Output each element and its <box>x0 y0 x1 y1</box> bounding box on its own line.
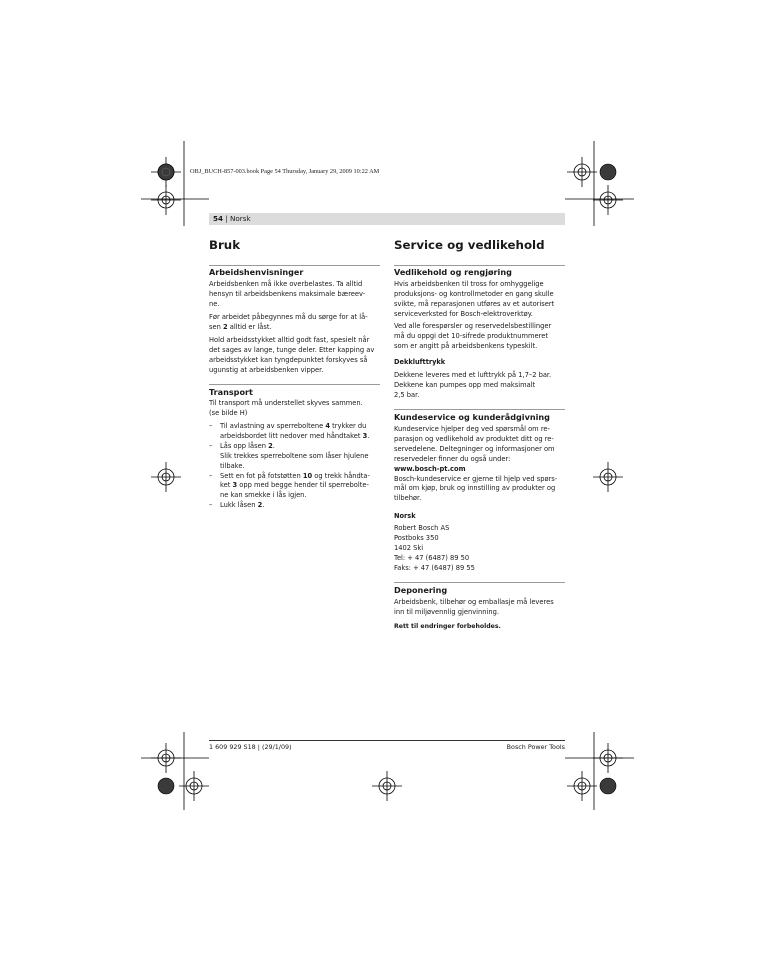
section-heading: Transport <box>209 387 253 397</box>
legal-note: Rett til endringer forbeholdes. <box>394 623 501 630</box>
text-line: Til transport må understellet skyves sammen. <box>209 399 363 407</box>
text-run: alltid er låst. <box>227 322 272 331</box>
text-run: opp med begge hender til sperrebolte- <box>237 481 369 490</box>
print-header: OBJ_BUCH-857-003.book Page 54 Thursday, January 29, 2009 10:22 AM <box>190 168 380 175</box>
text-line: Bosch-kundeservice er gjerne til hjelp ved spørs- <box>394 474 558 483</box>
subheading: Norsk <box>394 512 416 520</box>
text-line: Hold arbeidsstykket alltid godt fast, spesielt når <box>209 336 370 344</box>
paragraph <box>394 598 572 618</box>
text-run: 2 <box>222 322 228 331</box>
paragraph <box>394 322 572 352</box>
registration-mark-icon <box>150 184 182 216</box>
section-heading: Arbeidshenvisninger <box>209 267 304 277</box>
text-line: hensyn til arbeidsbenkens maksimale bæreev- <box>209 289 366 298</box>
text-line: Kundeservice hjelper deg ved spørsmål om re- <box>394 425 550 433</box>
text-line: ne. <box>209 299 220 308</box>
text-line: Dekkene leveres med et lufttrykk på 1,7–2 bar. <box>394 371 552 379</box>
section-divider <box>209 265 380 266</box>
text-line: svikte, må reparasjonen utføres av et autorisert <box>394 299 555 308</box>
paragraph <box>209 280 384 310</box>
text-line <box>220 442 384 452</box>
paragraph <box>209 399 384 419</box>
section-divider <box>394 265 565 266</box>
registration-mark-icon <box>566 770 598 802</box>
text-line: 2,5 bar. <box>394 390 420 399</box>
text-line: Dekkene kan pumpes opp med maksimalt <box>394 380 536 389</box>
paragraph <box>394 425 572 504</box>
color-disc-icon <box>599 163 617 181</box>
bullet-list <box>209 422 384 511</box>
text-line <box>220 432 384 442</box>
page-title-left: Bruk <box>209 238 241 252</box>
text-line <box>220 472 384 482</box>
text-run: arbeidsbordet litt nedover med håndtaket <box>220 431 363 440</box>
text-run: 3 <box>362 431 368 440</box>
text-line: Arbeidsbenken må ikke overbelastes. Ta alltid <box>209 280 363 288</box>
dash-icon: – <box>209 422 213 430</box>
section-divider <box>394 582 565 583</box>
paragraph <box>209 313 384 333</box>
text-line: Arbeidsbenk, tilbehør og emballasje må leveres <box>394 598 554 606</box>
dash-icon: – <box>209 501 213 510</box>
text-line: Faks: + 47 (6487) 89 55 <box>394 563 475 572</box>
text-run: Lukk låsen <box>220 501 258 510</box>
running-header <box>209 213 565 225</box>
registration-mark-icon <box>178 770 210 802</box>
text-line <box>220 501 384 511</box>
registration-mark-icon <box>592 461 624 493</box>
text-run: 3 <box>232 481 238 490</box>
text-line <box>209 323 384 333</box>
paragraph <box>394 280 572 320</box>
registration-mark-icon <box>371 770 403 802</box>
text-line: ne kan smekke i lås igjen. <box>220 491 307 500</box>
footer-divider <box>209 740 565 741</box>
section-heading: Vedlikehold og rengjøring <box>394 267 512 277</box>
text-run: Sett en fot på fotstøtten <box>220 471 303 480</box>
color-disc-icon <box>157 777 175 795</box>
text-run: og trekk håndta- <box>312 471 370 480</box>
text-line: Før arbeidet påbegynnes må du sørge for at lå- <box>209 313 368 321</box>
text-line: produksjons- og kontrollmetoder en gang skulle <box>394 289 554 298</box>
text-line: inn til miljøvennlig gjenvinning. <box>394 607 499 616</box>
list-item <box>209 422 384 442</box>
page-number: 54 <box>213 214 224 223</box>
text-line: servedelene. Deltegninger og informasjoner om <box>394 444 555 453</box>
section-heading: Kundeservice og kunderådgivning <box>394 412 550 422</box>
address <box>394 524 572 574</box>
text-line: Tel: + 47 (6487) 89 50 <box>394 553 470 562</box>
text-line: Hvis arbeidsbenken til tross for omhyggelige <box>394 280 544 288</box>
text-run: . <box>272 441 275 450</box>
header-separator: | <box>223 214 231 223</box>
text-run: . <box>262 501 265 510</box>
text-line <box>220 422 384 432</box>
text-run: Lås opp låsen <box>220 441 269 450</box>
header-language: Norsk <box>230 214 251 223</box>
text-line: parasjon og vedlikehold av produktet ditt og re- <box>394 434 554 443</box>
list-item <box>209 472 384 502</box>
section-heading: Deponering <box>394 585 448 595</box>
section-divider <box>209 384 380 385</box>
text-line: må du oppgi det 10-sifrede produktnummeret <box>394 331 548 340</box>
list-item <box>209 501 384 511</box>
text-line: (se bilde H) <box>209 408 248 417</box>
text-line: tilbehør. <box>394 494 422 503</box>
text-run: 2 <box>268 441 273 450</box>
text-run: . <box>367 431 370 440</box>
text-line: serviceverksted for Bosch-elektroverktøy. <box>394 309 533 318</box>
paragraph <box>394 371 572 401</box>
text-run: trykker du <box>329 422 367 430</box>
text-line: tilbake. <box>220 461 245 470</box>
section-divider <box>394 409 565 410</box>
text-line <box>220 481 384 491</box>
text-line: ugunstig at arbeidsbenken vipper. <box>209 365 324 374</box>
text-run: 10 <box>302 471 313 480</box>
text-run: 2 <box>257 501 263 510</box>
paragraph <box>209 336 384 376</box>
footer-brand: Bosch Power Tools <box>506 743 565 751</box>
color-disc-icon <box>599 777 617 795</box>
registration-mark-icon <box>150 461 182 493</box>
dash-icon: – <box>209 441 213 450</box>
text-line: som er angitt på arbeidsbenkens typeskilt. <box>394 341 538 350</box>
subheading: Dekklufttrykk <box>394 358 446 366</box>
text-run: ket <box>220 481 233 490</box>
text-line: Postboks 350 <box>394 533 439 542</box>
text-line: mål om kjøp, bruk og innstilling av produkter og <box>394 484 556 493</box>
text-run: sen <box>209 322 223 331</box>
text-line: Slik trekkes sperreboltene som låser hjulene <box>220 451 369 460</box>
list-item <box>209 442 384 472</box>
footer-doc-number: 1 609 929 S18 | (29/1/09) <box>209 743 292 751</box>
text-line: Ved alle forespørsler og reservedelsbestillinger <box>394 322 552 330</box>
text-run: 4 <box>325 422 330 430</box>
color-disc-icon <box>157 163 175 181</box>
text-line: reservedeler finner du også under: <box>394 454 511 463</box>
text-line: Robert Bosch AS <box>394 524 450 532</box>
website-link[interactable]: www.bosch-pt.com <box>394 464 466 473</box>
text-line: 1402 Ski <box>394 543 424 552</box>
registration-mark-icon <box>592 184 624 216</box>
dash-icon: – <box>209 471 213 480</box>
text-run: Til avlastning av sperreboltene <box>220 422 326 430</box>
text-line: arbeidsstykket kan tyngdepunktet forskyves så <box>209 355 368 364</box>
page-title-right: Service og vedlikehold <box>394 238 545 252</box>
text-line: det sages av lange, tunge deler. Etter kapping av <box>209 345 375 354</box>
